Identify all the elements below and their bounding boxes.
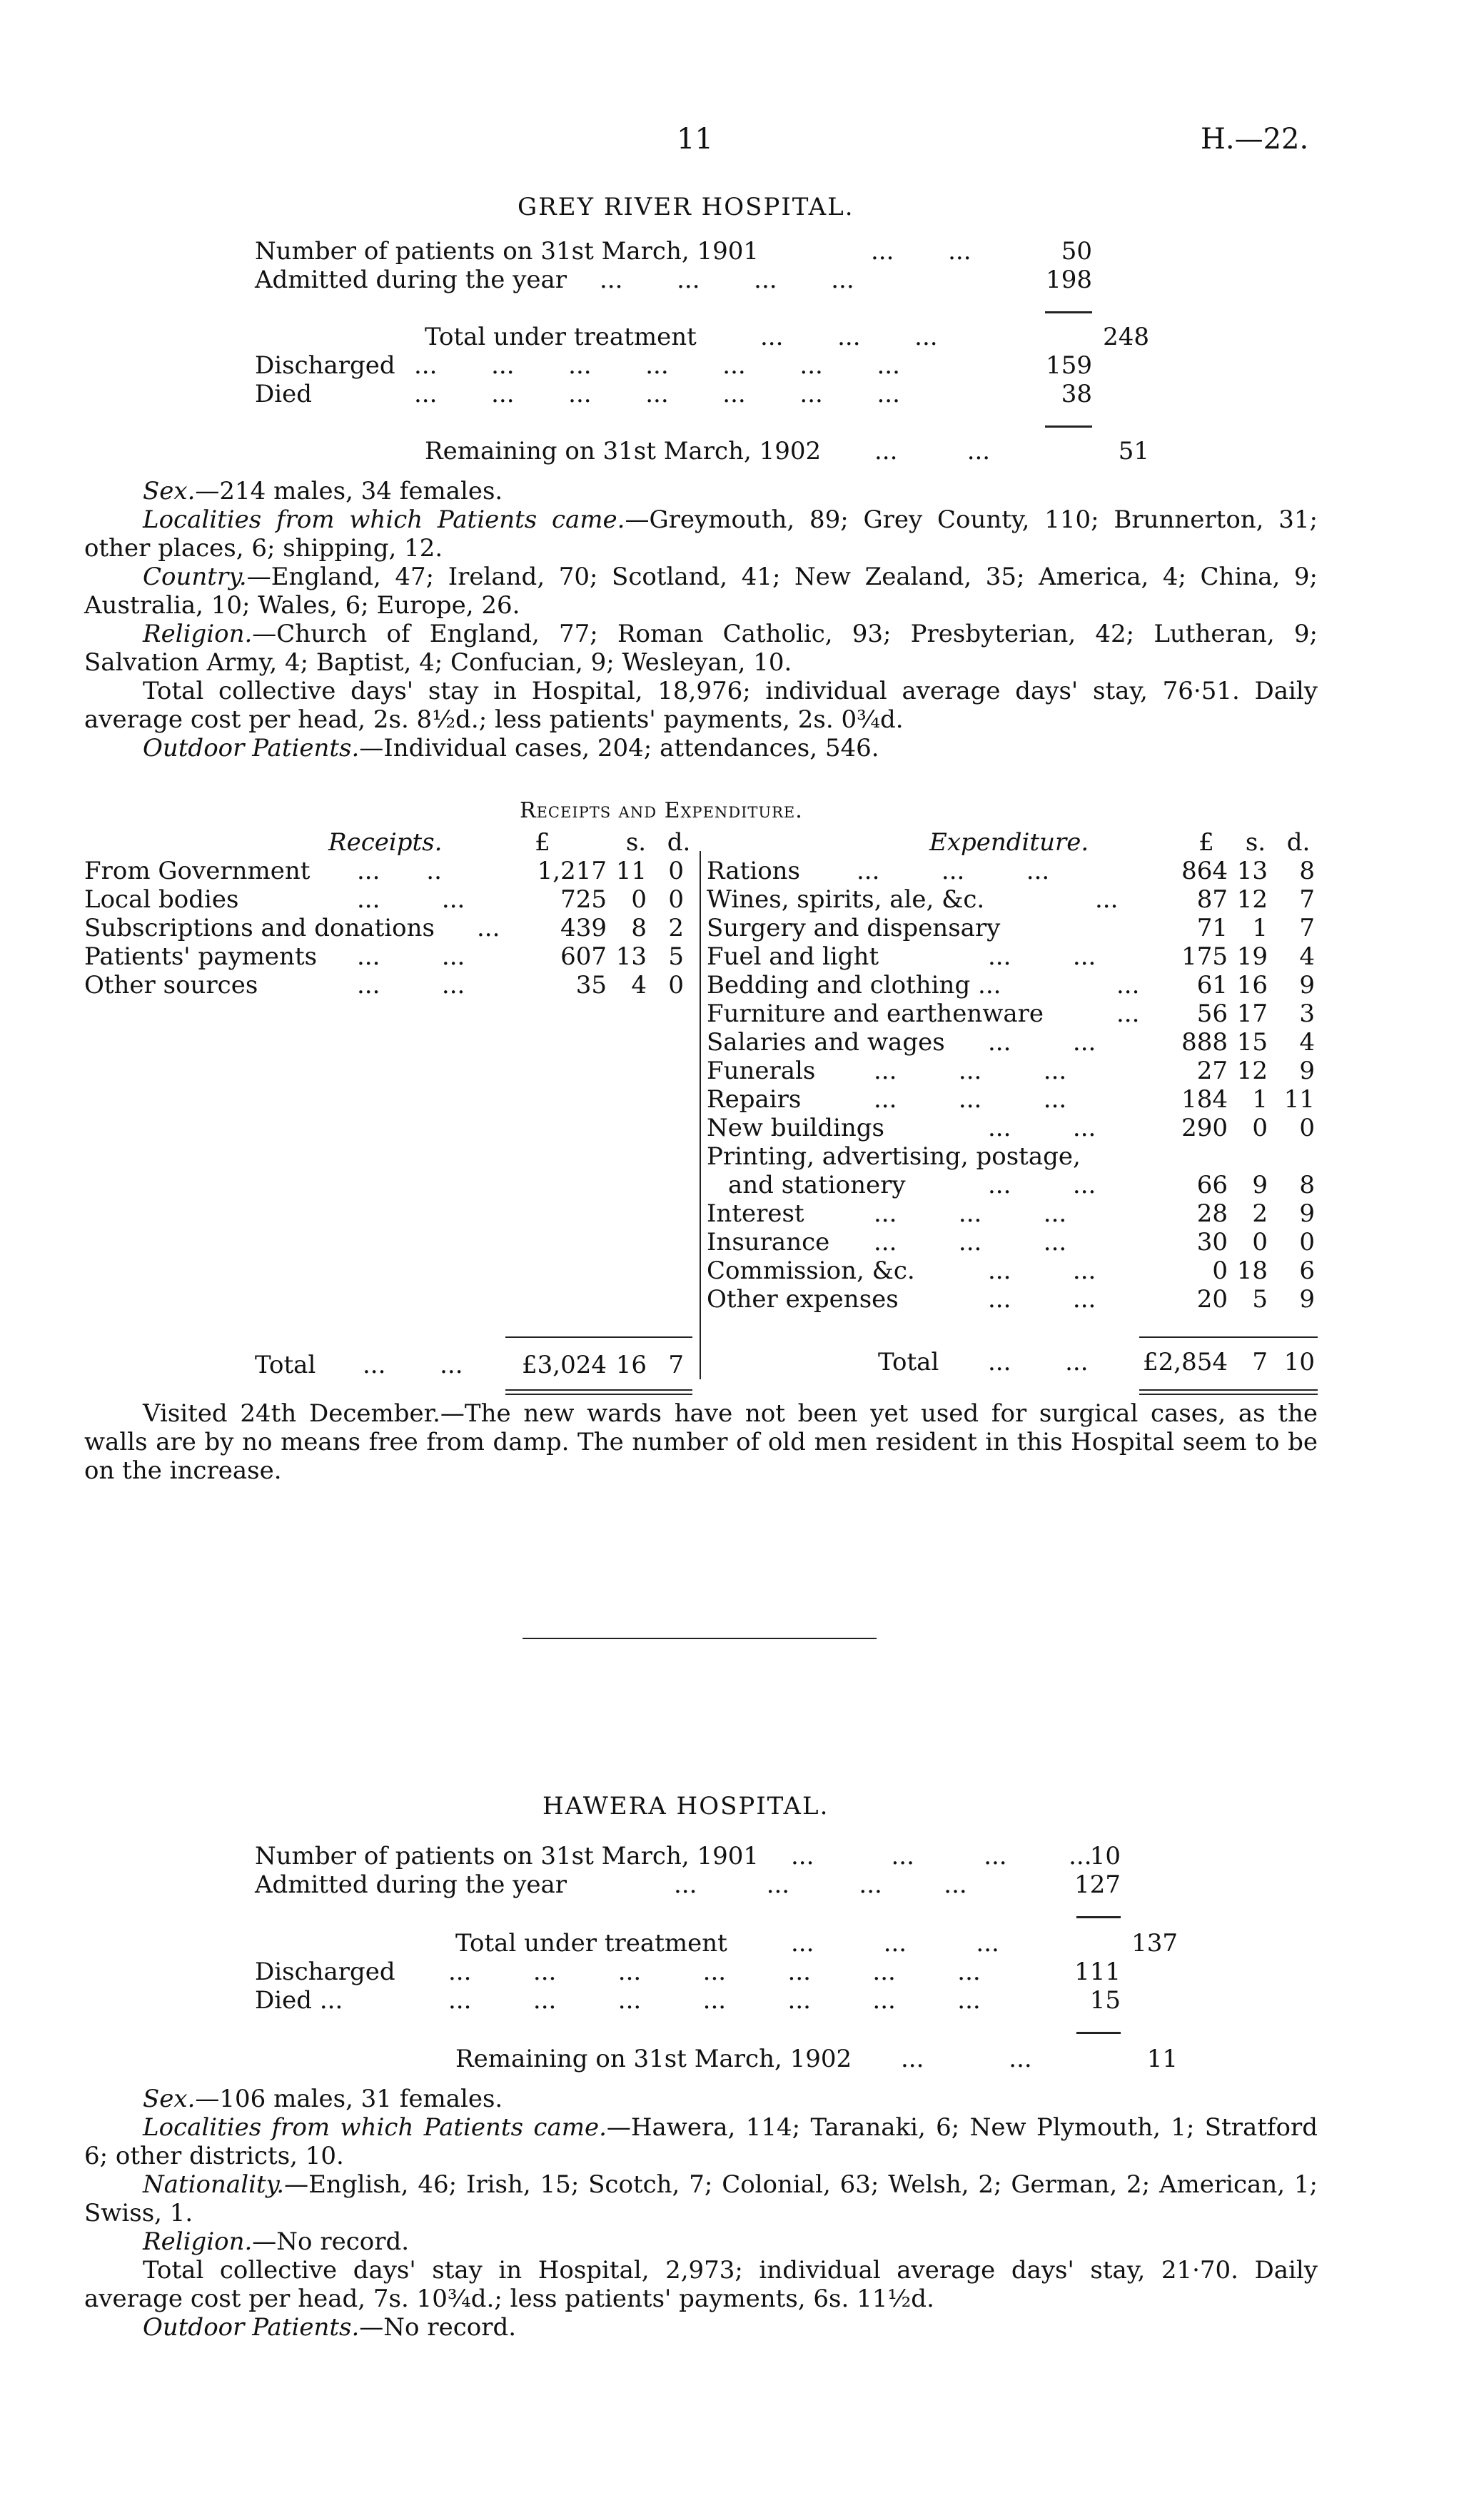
grey-discharged-value: 159 xyxy=(1046,351,1092,380)
grey-religion-heading: Religion. xyxy=(143,620,253,648)
expenditure-pence: 9 xyxy=(1299,1057,1315,1085)
hawera-leader: ... ... ... ... ... ... ... xyxy=(448,1958,981,1986)
expenditure-pence: 6 xyxy=(1299,1256,1315,1285)
receipts-total-rule-top xyxy=(505,1336,692,1338)
hawera-outdoor-paragraph xyxy=(84,2313,1318,2342)
expenditure-shillings: 1 xyxy=(1252,1085,1268,1114)
hawera-outdoor-text: —No record. xyxy=(359,2313,517,2342)
expenditure-pounds: 66 xyxy=(1196,1171,1228,1199)
expenditure-leader: ... ... ... xyxy=(874,1085,1067,1114)
receipt-pounds: 439 xyxy=(560,914,607,942)
expenditure-total-shillings: 7 xyxy=(1252,1348,1268,1376)
grey-hospital-title: GREY RIVER HOSPITAL. xyxy=(518,193,854,221)
expenditure-shillings: 0 xyxy=(1252,1228,1268,1256)
expenditure-label: Other expenses xyxy=(707,1285,899,1314)
expenditure-pence: 7 xyxy=(1299,885,1315,914)
expenditure-total-label: Total xyxy=(878,1348,939,1376)
expenditure-total-leader: ... ... xyxy=(988,1348,1089,1376)
grey-died-label: Died xyxy=(255,380,313,408)
expenditure-pence: 8 xyxy=(1299,1171,1315,1199)
grey-sum-rule xyxy=(1045,425,1092,428)
expenditure-label: Commission, &c. xyxy=(707,1256,915,1285)
expenditure-pounds: 175 xyxy=(1181,942,1228,971)
receipts-pence-header: d. xyxy=(667,828,691,857)
expenditure-shillings: 1 xyxy=(1252,914,1268,942)
receipts-pounds-header: £ xyxy=(535,828,550,857)
grey-total-value: 248 xyxy=(1103,323,1149,351)
expenditure-label: Fuel and light xyxy=(707,942,879,971)
hawera-patients-1901-value: 10 xyxy=(1089,1842,1121,1870)
expenditure-leader: ... ... ... xyxy=(874,1057,1067,1085)
hawera-nationality-paragraph xyxy=(84,2170,1318,2227)
expenditure-shillings: 5 xyxy=(1252,1285,1268,1314)
hawera-admitted-label: Admitted during the year xyxy=(255,1870,567,1899)
receipts-total-pence: 7 xyxy=(668,1351,684,1379)
grey-died-value: 38 xyxy=(1061,380,1092,408)
hawera-nationality-text: —English, 46; Irish, 15; Scotch, 7; Colonial, 63; Welsh, 2; German, 2; American, 1; Swiss, 1. xyxy=(84,2170,1318,2227)
expenditure-pounds: 71 xyxy=(1196,914,1228,942)
receipt-pounds: 725 xyxy=(560,885,607,914)
grey-outdoor-text: —Individual cases, 204; attendances, 546. xyxy=(359,734,879,762)
expenditure-pence: 9 xyxy=(1299,1285,1315,1314)
grey-leader: ... ... ... ... ... ... ... xyxy=(414,380,900,408)
hawera-leader: ... ... ... xyxy=(791,1929,999,1958)
grey-stay-paragraph: Total collective days' stay in Hospital, 18,976; individual average days' stay, 76·51. Daily average cost per head, 2s. 8½d.; less patients' payments, 2s. 0¾d. xyxy=(84,677,1318,734)
expenditure-label: Rations xyxy=(707,857,801,885)
receipt-pounds: 35 xyxy=(575,971,607,999)
expenditure-pence: 9 xyxy=(1299,971,1315,999)
expenditure-leader: ... xyxy=(1095,885,1119,914)
grey-leader: ... ... ... ... xyxy=(600,266,854,294)
hawera-religion-heading: Religion. xyxy=(143,2227,253,2256)
grey-leader: ... ... ... ... ... ... ... xyxy=(414,351,900,380)
receipt-label: Subscriptions and donations xyxy=(84,914,435,942)
grey-leader: ... ... xyxy=(874,437,991,465)
receipt-shillings: 0 xyxy=(631,885,647,914)
receipts-heading: Receipts. xyxy=(328,828,443,857)
expenditure-pounds: 888 xyxy=(1181,1028,1228,1057)
expenditure-pounds: 30 xyxy=(1196,1228,1228,1256)
grey-admitted-value: 198 xyxy=(1046,266,1092,294)
expenditure-shillings: 9 xyxy=(1252,1171,1268,1199)
receipt-pence: 2 xyxy=(668,914,684,942)
expenditure-leader: ... ... xyxy=(988,942,1096,971)
receipt-leader: ... ... xyxy=(357,942,465,971)
expenditure-pounds: 61 xyxy=(1196,971,1228,999)
expenditure-pence: 4 xyxy=(1299,1028,1315,1057)
expenditure-shillings-header: s. xyxy=(1245,828,1266,857)
hawera-admitted-value: 127 xyxy=(1074,1870,1121,1899)
document-reference: H.—22. xyxy=(1201,123,1309,156)
expenditure-label: Insurance xyxy=(707,1228,830,1256)
expenditure-label: Repairs xyxy=(707,1085,802,1114)
hawera-discharged-value: 111 xyxy=(1074,1958,1121,1986)
grey-sex-heading: Sex. xyxy=(143,477,196,505)
hawera-sum-rule xyxy=(1076,2032,1121,2034)
expenditure-total-rule-bottom xyxy=(1139,1389,1318,1391)
expenditure-leader: ... ... ... xyxy=(857,857,1050,885)
expenditure-shillings: 2 xyxy=(1252,1199,1268,1228)
hawera-leader: ... ... ... ... xyxy=(791,1842,1092,1870)
expenditure-pence: 0 xyxy=(1299,1228,1315,1256)
expenditure-leader: ... ... ... xyxy=(874,1228,1067,1256)
grey-country-heading: Country. xyxy=(143,563,247,591)
grey-total-label: Total under treatment xyxy=(425,323,697,351)
receipt-shillings: 13 xyxy=(615,942,647,971)
receipts-shillings-header: s. xyxy=(625,828,647,857)
expenditure-shillings: 15 xyxy=(1236,1028,1268,1057)
expenditure-leader: ... ... xyxy=(988,1028,1096,1057)
hawera-sex-heading: Sex. xyxy=(143,2085,196,2113)
receipt-label: From Government xyxy=(84,857,311,885)
grey-remaining-value: 51 xyxy=(1118,437,1149,465)
expenditure-pounds: 27 xyxy=(1196,1057,1228,1085)
expenditure-label: Wines, spirits, ale, &c. xyxy=(707,885,985,914)
grey-localities-heading: Localities from which Patients came. xyxy=(143,505,625,534)
grey-sum-rule xyxy=(1045,311,1092,313)
grey-localities-paragraph xyxy=(84,505,1318,563)
receipt-label: Local bodies xyxy=(84,885,239,914)
receipt-pence: 0 xyxy=(668,857,684,885)
expenditure-pence-header: d. xyxy=(1286,828,1311,857)
expenditure-pounds-header: £ xyxy=(1198,828,1214,857)
accounts-title: Receipts and Expenditure. xyxy=(520,798,803,823)
expenditure-shillings: 0 xyxy=(1252,1114,1268,1142)
column-divider xyxy=(700,851,701,1379)
expenditure-shillings: 19 xyxy=(1236,942,1268,971)
expenditure-leader: ... ... xyxy=(988,1171,1096,1199)
page-number: 11 xyxy=(677,123,713,156)
expenditure-heading: Expenditure. xyxy=(929,828,1089,857)
receipt-label: Patients' payments xyxy=(84,942,318,971)
expenditure-label: Salaries and wages xyxy=(707,1028,945,1057)
hawera-remaining-label: Remaining on 31st March, 1902 xyxy=(455,2045,852,2073)
grey-visit-note xyxy=(84,1399,1318,1485)
hawera-outdoor-heading: Outdoor Patients. xyxy=(143,2313,360,2342)
expenditure-pence: 9 xyxy=(1299,1199,1315,1228)
expenditure-leader: ... xyxy=(1116,999,1140,1028)
receipt-leader: ... ... xyxy=(357,971,465,999)
hawera-total-value: 137 xyxy=(1131,1929,1178,1958)
receipt-leader: ... ... xyxy=(357,885,465,914)
receipts-total-label: Total xyxy=(255,1351,316,1379)
receipts-total-pounds: £3,024 xyxy=(522,1351,607,1379)
grey-country-text: —England, 47; Ireland, 70; Scotland, 41; New Zealand, 35; America, 4; China, 9; Australia, 10; Wales, 6; Europe, 26. xyxy=(84,563,1318,620)
expenditure-label: Furniture and earthenware xyxy=(707,999,1044,1028)
expenditure-label: Printing, advertising, postage, xyxy=(707,1142,1081,1171)
expenditure-pounds: 87 xyxy=(1196,885,1228,914)
section-separator xyxy=(523,1638,877,1639)
grey-visit-paragraph: Visited 24th December.—The new wards have not been yet used for surgical cases, as the walls are by no means free from damp. The number of old men resident in this Hospital seem to be on the increase. xyxy=(84,1399,1318,1485)
expenditure-label: Surgery and dispensary xyxy=(707,914,1001,942)
receipt-shillings: 8 xyxy=(631,914,647,942)
receipt-pounds: 1,217 xyxy=(537,857,607,885)
expenditure-pence: 0 xyxy=(1299,1114,1315,1142)
receipt-shillings: 4 xyxy=(631,971,647,999)
grey-patients-1901-value: 50 xyxy=(1061,237,1092,266)
expenditure-pence: 11 xyxy=(1283,1085,1315,1114)
expenditure-pounds: 864 xyxy=(1181,857,1228,885)
grey-outdoor-paragraph xyxy=(84,734,1318,762)
hawera-religion-text: —No record. xyxy=(252,2227,410,2256)
receipt-pence: 5 xyxy=(668,942,684,971)
hawera-patients-1901-label: Number of patients on 31st March, 1901 xyxy=(255,1842,759,1870)
expenditure-shillings: 13 xyxy=(1236,857,1268,885)
grey-leader: ... ... xyxy=(871,237,971,266)
hawera-sex-paragraph xyxy=(84,2085,1318,2113)
hawera-sex-text: —106 males, 31 females. xyxy=(195,2085,503,2113)
expenditure-leader: ... ... ... xyxy=(874,1199,1067,1228)
hawera-leader: ... ... xyxy=(901,2045,1032,2073)
expenditure-pence: 3 xyxy=(1299,999,1315,1028)
expenditure-label: Funerals xyxy=(707,1057,816,1085)
receipt-leader: ... .. xyxy=(357,857,442,885)
receipt-shillings: 11 xyxy=(615,857,647,885)
expenditure-shillings: 18 xyxy=(1236,1256,1268,1285)
expenditure-leader: ... xyxy=(1116,971,1140,999)
expenditure-pounds: 20 xyxy=(1196,1285,1228,1314)
expenditure-pence: 8 xyxy=(1299,857,1315,885)
receipt-label: Other sources xyxy=(84,971,258,999)
receipt-leader: ... xyxy=(477,914,500,942)
hawera-nationality-heading: Nationality. xyxy=(143,2170,285,2199)
expenditure-shillings: 12 xyxy=(1236,1057,1268,1085)
hawera-localities-paragraph xyxy=(84,2113,1318,2170)
grey-localities-text: —Greymouth, 89; Grey County, 110; Brunnerton, 31; other places, 6; shipping, 12. xyxy=(84,505,1318,563)
expenditure-pounds: 290 xyxy=(1181,1114,1228,1142)
expenditure-label: New buildings xyxy=(707,1114,884,1142)
expenditure-pounds: 0 xyxy=(1212,1256,1228,1285)
hawera-details xyxy=(84,2085,1318,2342)
expenditure-label: Bedding and clothing ... xyxy=(707,971,1001,999)
grey-sex-text: —214 males, 34 females. xyxy=(195,477,503,505)
hawera-religion-paragraph xyxy=(84,2227,1318,2256)
expenditure-shillings: 16 xyxy=(1236,971,1268,999)
expenditure-leader: ... ... xyxy=(988,1256,1096,1285)
expenditure-label: and stationery xyxy=(728,1171,906,1199)
receipts-total-shillings: 16 xyxy=(615,1351,647,1379)
hawera-leader: ... ... ... ... ... ... ... xyxy=(448,1986,981,2015)
expenditure-pounds: 28 xyxy=(1196,1199,1228,1228)
hawera-discharged-label: Discharged xyxy=(255,1958,395,1986)
hawera-hospital-title: HAWERA HOSPITAL. xyxy=(542,1792,829,1820)
hawera-remaining-value: 11 xyxy=(1146,2045,1178,2073)
expenditure-pounds: 56 xyxy=(1196,999,1228,1028)
grey-religion-text: —Church of England, 77; Roman Catholic, 93; Presbyterian, 42; Lutheran, 9; Salvation Army, 4; Baptist, 4; Confucian, 9; Wesleyan, 10. xyxy=(84,620,1318,677)
hawera-stay-paragraph: Total collective days' stay in Hospital, 2,973; individual average days' stay, 21·70. Daily average cost per head, 7s. 10¾d.; less patients' payments, 6s. 11½d. xyxy=(84,2256,1318,2313)
hawera-died-label: Died ... xyxy=(255,1986,343,2015)
hawera-localities-text: —Hawera, 114; Taranaki, 6; New Plymouth, 1; Stratford 6; other districts, 10. xyxy=(84,2113,1318,2170)
receipt-pounds: 607 xyxy=(560,942,607,971)
expenditure-pence: 7 xyxy=(1299,914,1315,942)
expenditure-leader: ... ... xyxy=(988,1285,1096,1314)
expenditure-total-pounds: £2,854 xyxy=(1143,1348,1228,1376)
grey-religion-paragraph xyxy=(84,620,1318,677)
expenditure-leader: ... ... xyxy=(988,1114,1096,1142)
grey-leader: ... ... ... xyxy=(760,323,938,351)
receipts-total-rule-bottom2 xyxy=(505,1394,692,1395)
receipt-pence: 0 xyxy=(668,885,684,914)
expenditure-total-rule-top xyxy=(1139,1336,1318,1338)
receipt-pence: 0 xyxy=(668,971,684,999)
grey-patients-1901-label: Number of patients on 31st March, 1901 xyxy=(255,237,759,266)
hawera-died-value: 15 xyxy=(1089,1986,1121,2015)
grey-outdoor-heading: Outdoor Patients. xyxy=(143,734,360,762)
grey-country-paragraph xyxy=(84,563,1318,620)
expenditure-label: Interest xyxy=(707,1199,804,1228)
grey-sex-paragraph xyxy=(84,477,1318,505)
grey-discharged-label: Discharged xyxy=(255,351,395,380)
grey-admitted-label: Admitted during the year xyxy=(255,266,567,294)
hawera-total-label: Total under treatment xyxy=(455,1929,727,1958)
grey-details xyxy=(84,477,1318,762)
hawera-sum-rule xyxy=(1076,1916,1121,1918)
expenditure-shillings: 17 xyxy=(1236,999,1268,1028)
expenditure-pence: 4 xyxy=(1299,942,1315,971)
expenditure-total-rule-bottom2 xyxy=(1139,1394,1318,1395)
receipts-total-leader: ... ... xyxy=(363,1351,463,1379)
hawera-localities-heading: Localities from which Patients came. xyxy=(143,2113,607,2142)
receipts-total-rule-bottom xyxy=(505,1389,692,1391)
grey-remaining-label: Remaining on 31st March, 1902 xyxy=(425,437,822,465)
expenditure-shillings: 12 xyxy=(1236,885,1268,914)
hawera-leader: ... ... ... ... xyxy=(674,1870,967,1899)
expenditure-pounds: 184 xyxy=(1181,1085,1228,1114)
expenditure-total-pence: 10 xyxy=(1283,1348,1315,1376)
